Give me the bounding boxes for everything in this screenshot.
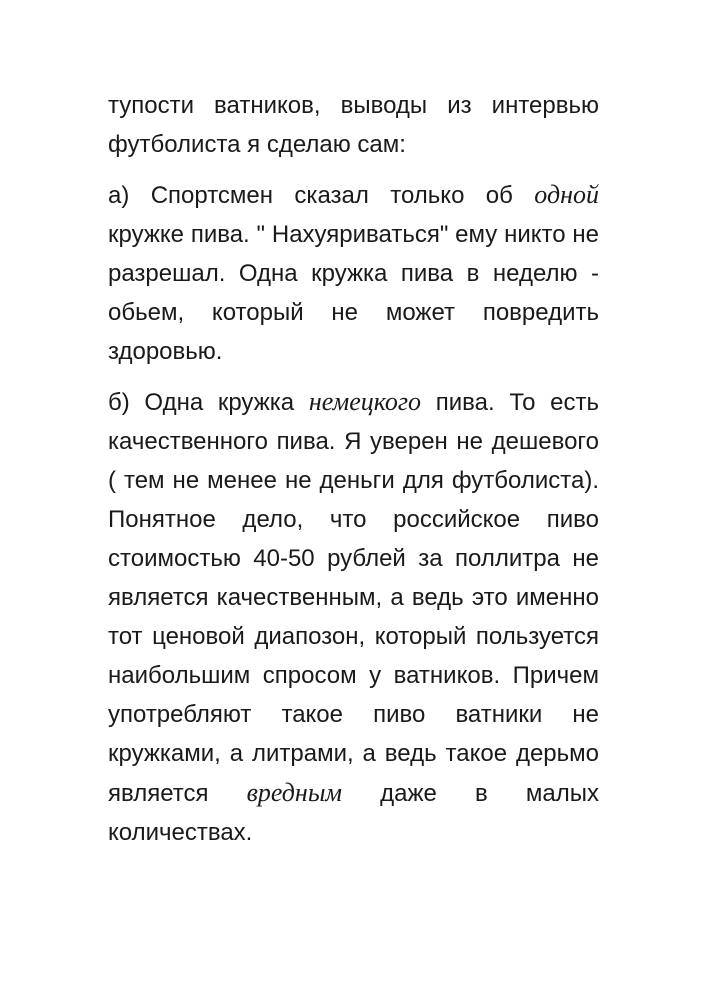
paragraph-b-text-3: даже в малых количествах. bbox=[108, 780, 599, 846]
document-page bbox=[108, 86, 599, 863]
paragraph-b-text-2: пива. То есть качественного пива. Я уверен не дешевого ( тем не менее не деньги для футболиста). Понятное дело, что российское пиво стоимостью 40-50 рублей за поллитра не является качественным, а ведь это именно тот ценовой диапозон, который пользуется наибольшим спросом у ватников. Причем употребляют такое пиво ватники не кружками, а литрами, а ведь такое дерьмо является bbox=[108, 389, 599, 807]
paragraph-b bbox=[108, 382, 599, 852]
paragraph-a-text-1: а) Спортсмен сказал только об bbox=[108, 182, 535, 209]
paragraph-intro bbox=[108, 86, 599, 164]
paragraph-b-text-1: б) Одна кружка bbox=[108, 389, 309, 416]
intro-text: тупости ватников, выводы из интервью футболиста я сделаю сам: bbox=[108, 92, 599, 158]
paragraph-a-emphasis: одной bbox=[534, 180, 599, 209]
paragraph-b-emphasis-1: немецкого bbox=[308, 387, 422, 416]
paragraph-a-text-2: кружке пива. " Нахуяриваться" ему никто не разрешал. Одна кружка пива в неделю - обьем, который не может повредить здоровью. bbox=[108, 221, 599, 365]
paragraph-a bbox=[108, 175, 599, 371]
paragraph-b-emphasis-2: вредным bbox=[246, 778, 343, 807]
